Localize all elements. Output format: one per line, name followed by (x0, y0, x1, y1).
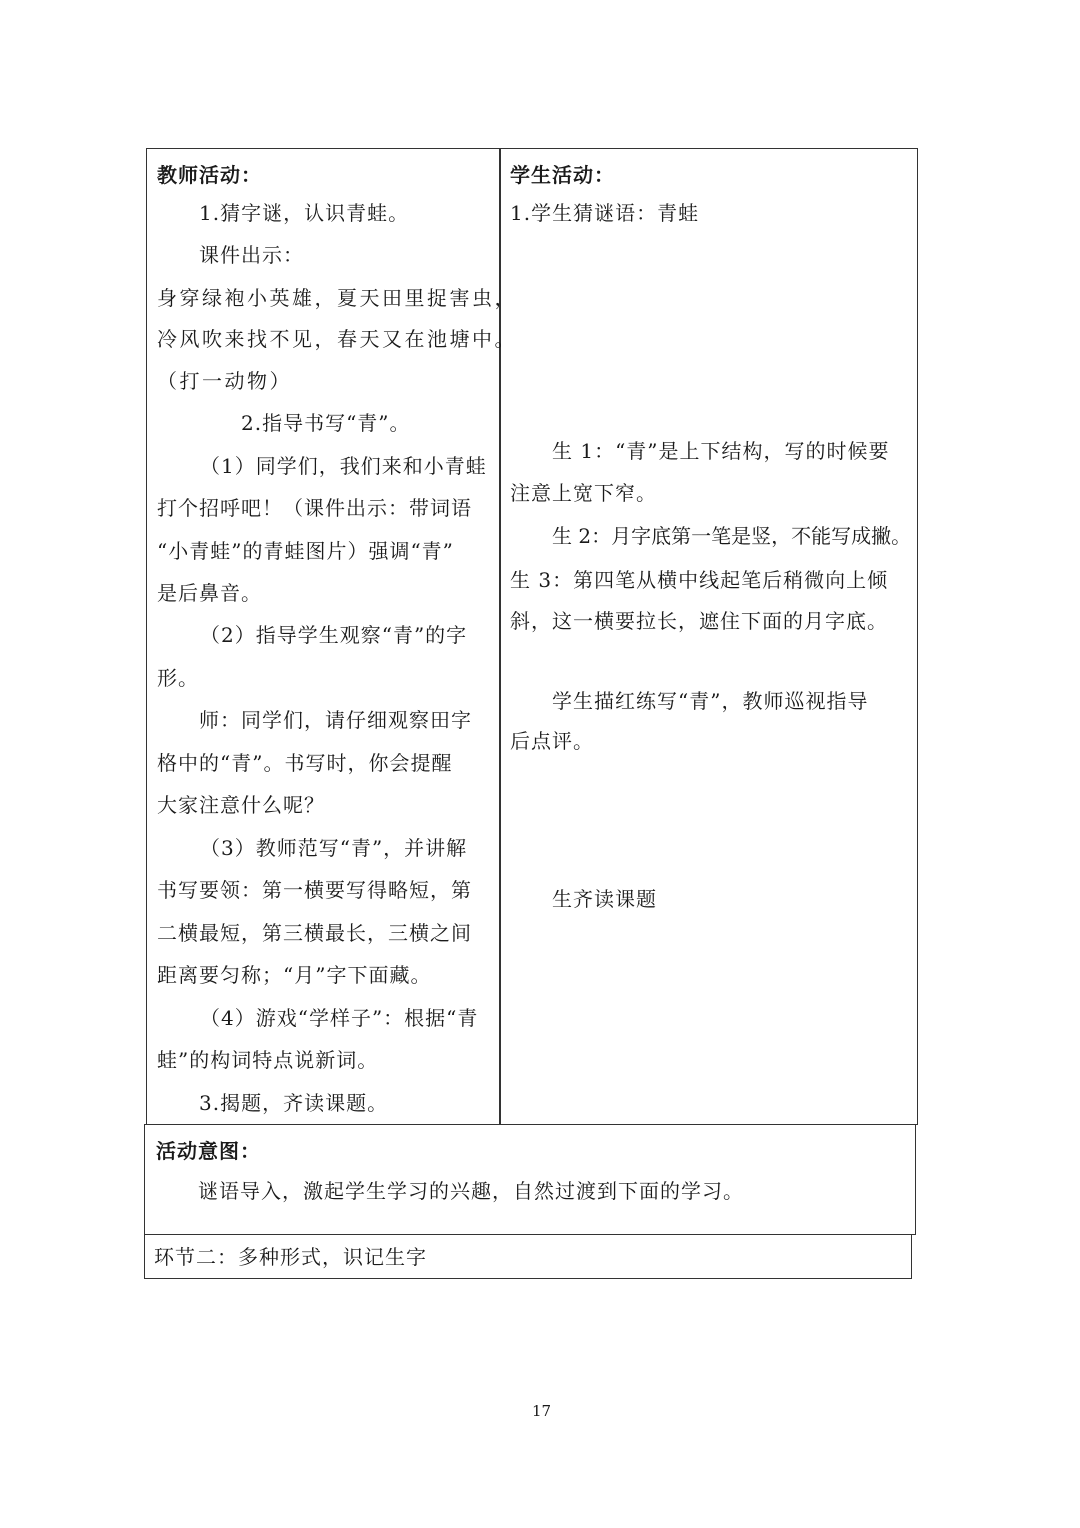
student-line: 1.学生猜谜语：青蛙 (510, 201, 700, 225)
page-number: 17 (532, 1402, 552, 1420)
teacher-line: 距离要匀称；“月”字下面藏。 (157, 963, 432, 987)
student-line: 生齐读课题 (552, 887, 657, 911)
teacher-line: （4）游戏“学样子”：根据“青 (200, 1006, 479, 1030)
teacher-line: 1.猜字谜，认识青蛙。 (199, 201, 410, 225)
student-line: 后点评。 (510, 729, 594, 753)
teacher-line: 二横最短，第三横最长，三横之间 (157, 921, 472, 945)
teacher-line: 大家注意什么呢？ (157, 793, 325, 817)
teacher-line: 2.指导书写“青”。 (241, 411, 411, 435)
student-line: 学生描红练写“青”，教师巡视指导 (552, 689, 869, 713)
section-title: 环节二：多种形式，识记生字 (154, 1245, 427, 1269)
riddle-hint: （打一动物） (157, 369, 292, 393)
intent-heading: 活动意图： (156, 1139, 261, 1163)
student-line: 生 1：“青”是上下结构，写的时候要 (552, 439, 890, 463)
teacher-line: 师：同学们，请仔细观察田字 (199, 708, 472, 732)
teacher-line: 书写要领：第一横要写得略短，第 (157, 878, 472, 902)
student-heading: 学生活动： (510, 163, 615, 187)
teacher-line: 3.揭题，齐读课题。 (199, 1091, 389, 1115)
riddle-line: 身穿绿袍小英雄，夏天田里捉害虫， (157, 286, 517, 310)
teacher-heading: 教师活动： (157, 163, 262, 187)
teacher-line: 蛙”的构词特点说新词。 (157, 1048, 379, 1072)
teacher-line: （2）指导学生观察“青”的字 (200, 623, 468, 647)
teacher-line: “小青蛙”的青蛙图片）强调“青” (157, 539, 454, 563)
riddle-line: 冷风吹来找不见，春天又在池塘中。 (157, 327, 517, 351)
teacher-line: （3）教师范写“青”，并讲解 (200, 836, 468, 860)
student-line: 斜，这一横要拉长，遮住下面的月字底。 (510, 609, 888, 633)
student-activity-cell (499, 148, 918, 1125)
student-line: 生 3：第四笔从横中线起笔后稍微向上倾 (510, 568, 889, 592)
teacher-line: 课件出示： (199, 243, 304, 267)
teacher-line: 格中的“青”。书写时，你会提醒 (157, 751, 453, 775)
intent-text: 谜语导入，激起学生学习的兴趣，自然过渡到下面的学习。 (198, 1179, 744, 1203)
teacher-line: 是后鼻音。 (157, 581, 262, 605)
student-line: 注意上宽下窄。 (510, 481, 657, 505)
student-line: 生 2：月字底第一笔是竖，不能写成撇。 (552, 524, 912, 548)
teacher-line: （1）同学们，我们来和小青蛙 (200, 454, 487, 478)
teacher-line: 打个招呼吧！（课件出示：带词语 (157, 496, 472, 520)
teacher-line: 形。 (157, 666, 199, 690)
